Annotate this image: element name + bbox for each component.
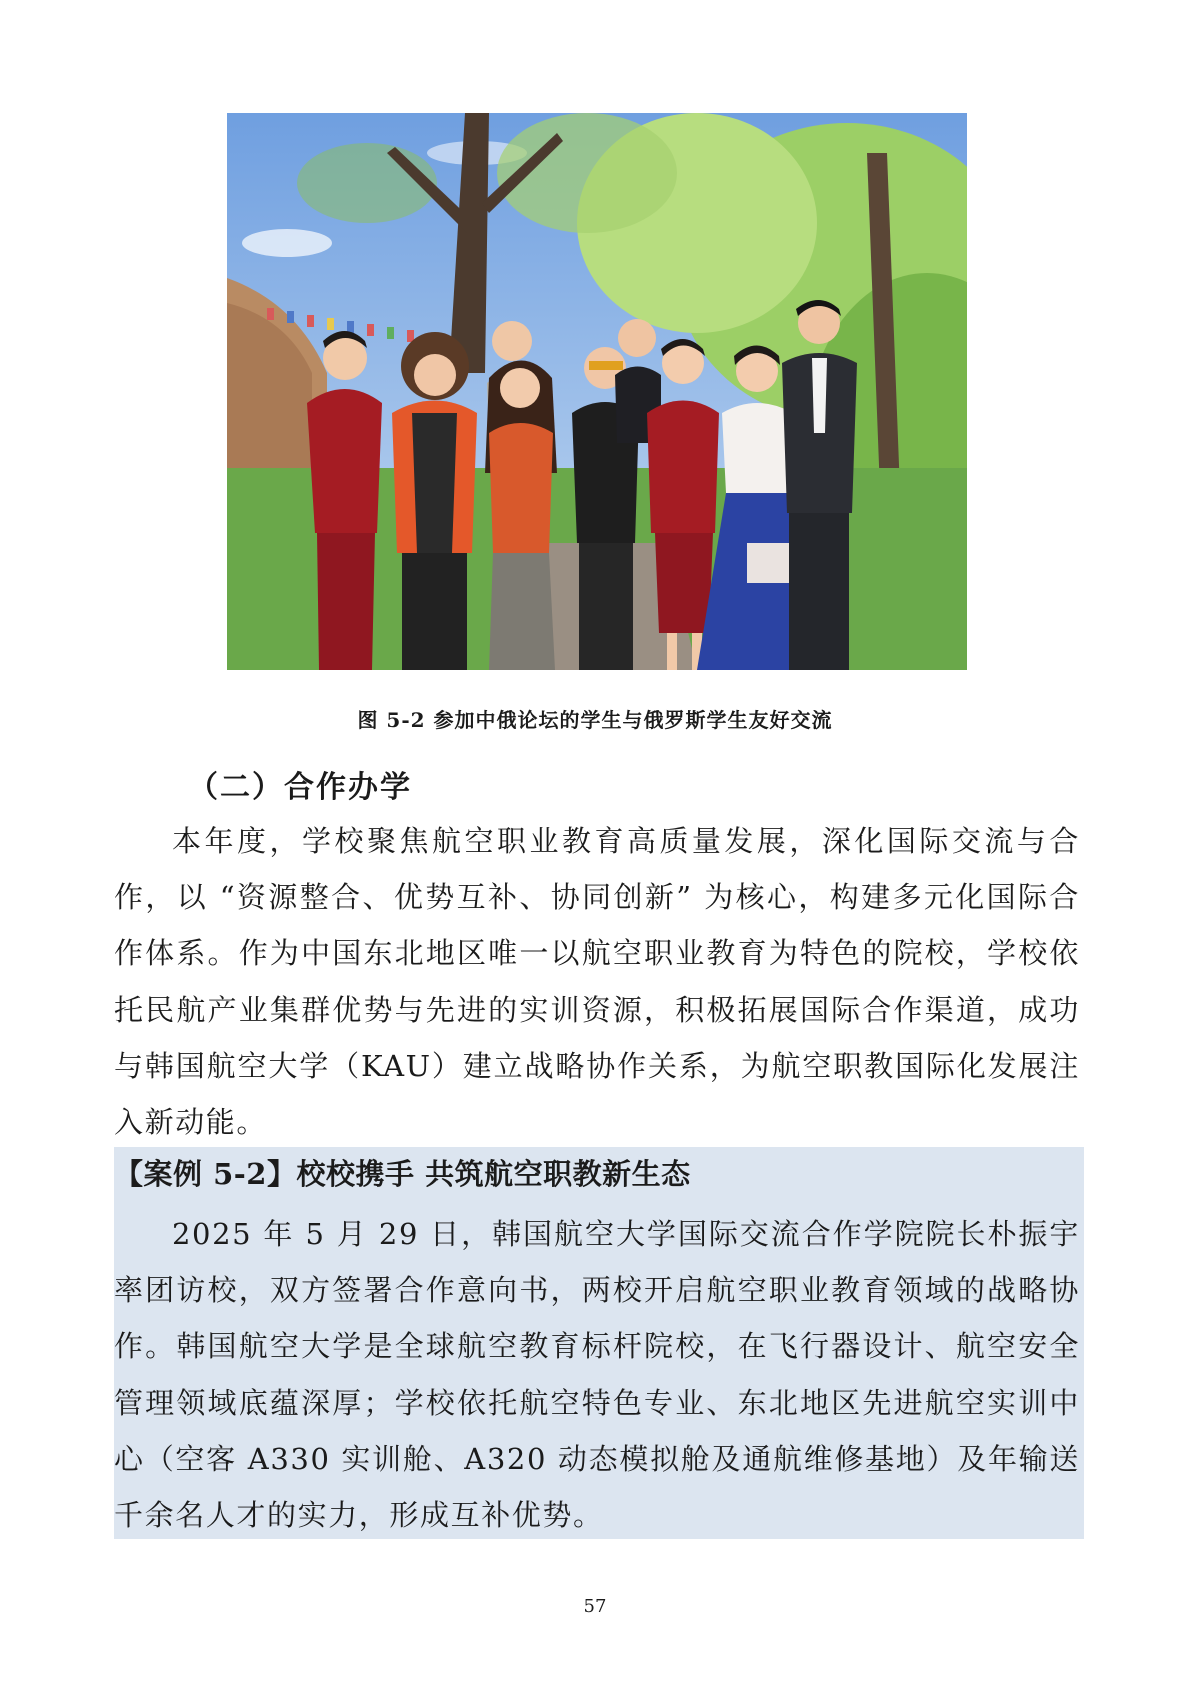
figure-caption: 图 5-2 参加中俄论坛的学生与俄罗斯学生友好交流 (357, 708, 833, 732)
case-title: 【案例 5-2】校校携手 共筑航空职教新生态 (114, 1157, 691, 1191)
section-heading: （二）合作办学 (188, 770, 412, 805)
page-number: 57 (583, 1596, 607, 1617)
case-paragraph: 2025 年 5 月 29 日，韩国航空大学国际交流合作学院院长朴振宇率团访校，双方签署合作意向书，两校开启航空职业教育领域的战略协作。韩国航空大学是全球航空教育标杆院校，在飞行器设计、航空安全管理领域底蕴深厚；学校依托航空特色专业、东北地区先进航空实训中心（空客 A330 实训舱、A320 动态模拟舱及通航维修基地）及年输送千余名人才的实力，形成互补优势。 (114, 1217, 1080, 1533)
group-photo (227, 113, 967, 670)
body-paragraph: 本年度，学校聚焦航空职业教育高质量发展，深化国际交流与合作，以 “资源整合、优势互补、协同创新” 为核心，构建多元化国际合作体系。作为中国东北地区唯一以航空职业教育为特色的院校，学校依托民航产业集群优势与先进的实训资源，积极拓展国际合作渠道，成功与韩国航空大学（KAU）建立战略协作关系，为航空职教国际化发展注入新动能。 (114, 824, 1080, 1140)
